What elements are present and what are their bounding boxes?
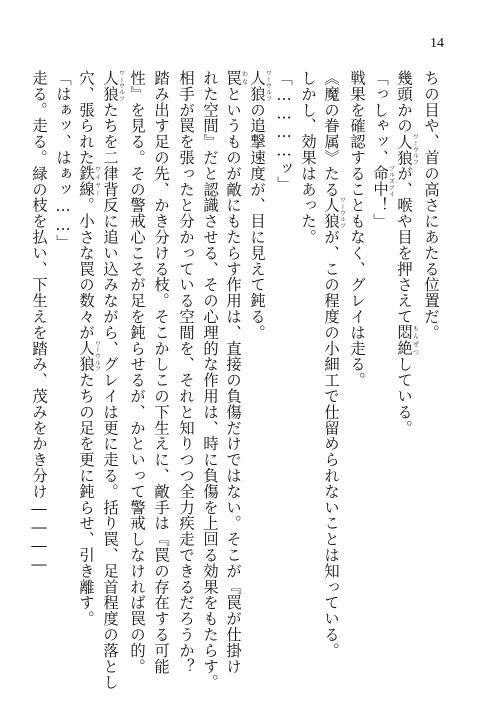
text-run: 踏み出す足の先、かき分ける枝。そこかしこの下生えに、敵手は『罠の存在する可能: [152, 70, 170, 675]
text-run: が、喉や目を押さえて: [395, 165, 413, 325]
text-line: [76, 70, 100, 670]
text-run: ！」: [371, 197, 389, 230]
text-line: [247, 70, 271, 670]
text-run: 幾頭か: [395, 70, 413, 118]
ruby-word: 鉄線ワイヤー: [77, 165, 101, 198]
text-line: [174, 70, 198, 675]
text-line: [419, 70, 443, 670]
text-run: が、この程度の小細工で仕留められないことは知っている。: [322, 229, 340, 659]
text-run: 《魔の眷属》たる: [322, 70, 340, 198]
ruby-annotation: ワーウルフ: [338, 197, 346, 229]
text-run: 「っしゃッ、: [371, 70, 389, 166]
ruby-word: 人狼ワーウルフ: [248, 70, 272, 102]
text-line: [223, 70, 248, 675]
text-run: ちの目や、首の高さにあたる位置だ。: [422, 70, 440, 341]
ruby-annotation: ワーウルフ: [93, 340, 101, 373]
text-run: 性』を見る。その警戒心こそが足を鈍らせるが、かといって警戒しなければ罠の的。: [128, 70, 146, 675]
text-line: [51, 70, 75, 670]
ruby-word: 人狼ワーウルフ: [322, 197, 346, 230]
text-line: [345, 70, 369, 670]
text-line: [394, 70, 418, 670]
text-run: 。小さな罠の数々が: [77, 197, 95, 341]
ruby-annotation: もんぜつ: [411, 324, 419, 357]
page-number: 14: [430, 36, 444, 51]
text-line: [370, 70, 394, 670]
text-run: 「はぁッ、はぁッ……」: [54, 70, 72, 251]
ruby-word: 人狼ワーウルフ: [77, 340, 101, 373]
ruby-word: 罠わな: [224, 70, 248, 86]
text-run: 穴、張られた: [77, 70, 95, 166]
text-run: れた空間』だと認識させる、その心理的な作用は、時に負傷を上回る効果をもたらす。: [201, 70, 219, 691]
ruby-annotation: ブルズアイ: [387, 165, 395, 198]
ruby-annotation: わな: [240, 70, 248, 86]
text-run: しかし、効果はあった。: [299, 70, 317, 245]
text-line: [27, 70, 51, 670]
text-run: している。: [395, 356, 413, 436]
text-line: [198, 70, 222, 691]
ruby-word: 人狼ワーウルフ: [101, 70, 125, 102]
text-run: 「…………ッ」: [275, 70, 293, 193]
ruby-annotation: ワーウルフ: [411, 133, 419, 166]
text-run: の追撃速度が、目に見えて鈍る。: [248, 101, 266, 341]
ruby-word: 人狼ワーウルフ: [395, 133, 419, 166]
text-line: [321, 70, 345, 670]
text-run: たちを二律背反に追い込みながら、グレイは更に走る。括り罠、足首程度の落とし: [101, 101, 119, 691]
text-run: の: [395, 117, 413, 134]
text-line: [125, 70, 149, 675]
text-run: 走る。走る。緑の枝を払い、下生えを踏み、茂みをかき分け――――: [30, 70, 48, 574]
text-run: というものが敵にもたらす作用は、直接の負傷だけではない。そこが『罠が仕掛け: [224, 85, 242, 675]
text-line: [149, 70, 173, 675]
text-line: [100, 70, 125, 691]
text-line: [272, 70, 296, 670]
ruby-annotation: ワーウルフ: [117, 70, 125, 102]
ruby-annotation: ワーウルフ: [264, 70, 272, 102]
text-run: 戦果を確認することもなく、グレイは走る。: [348, 70, 366, 388]
text-run: 相手が罠を張ったと分かっている空間を、それと知りつつ全力疾走できるだろうか？: [177, 70, 195, 675]
text-line: [296, 70, 320, 670]
text-run: たちの足を更に鈍らせ、引き離す。: [77, 372, 95, 627]
ruby-word: 悶絶もんぜつ: [395, 324, 419, 357]
ruby-annotation: ワイヤー: [93, 165, 101, 198]
ruby-word: 命中ブルズアイ: [371, 165, 395, 198]
